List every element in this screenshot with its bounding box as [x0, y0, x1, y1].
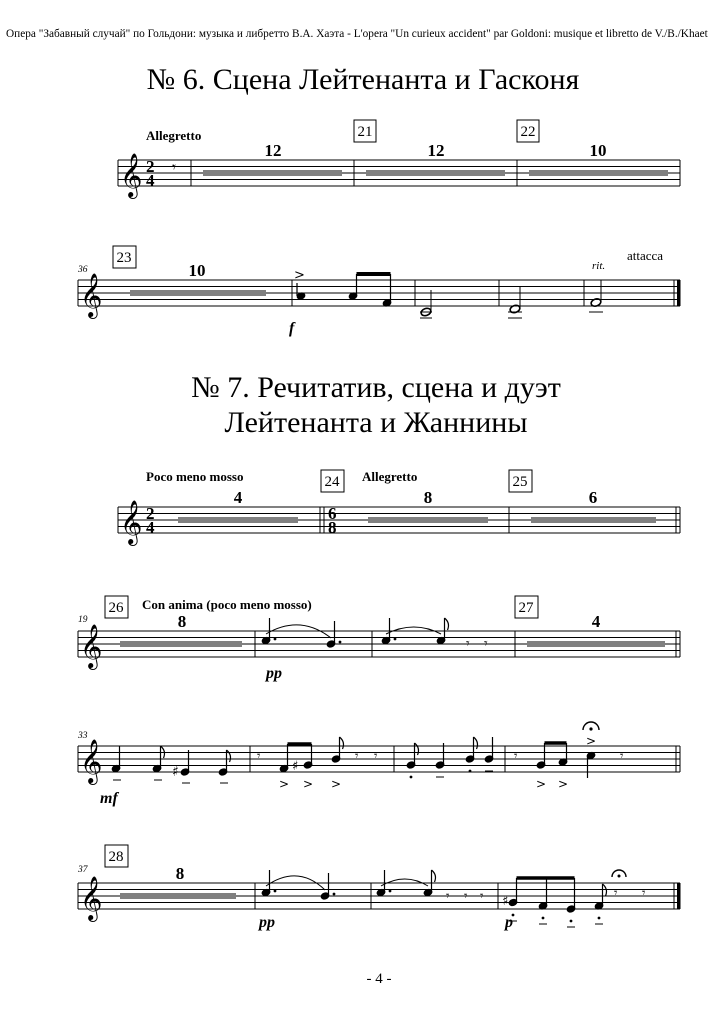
svg-text:28: 28: [108, 849, 124, 865]
svg-text:♯: ♯: [502, 894, 509, 909]
measure-number-36: 36: [78, 265, 88, 275]
notes-measure-38-40: [261, 870, 646, 927]
svg-text:>: >: [558, 777, 569, 791]
final-barline-1: [677, 280, 681, 306]
page-number: - 4 -: [366, 971, 392, 987]
notes-measure-20-21: [261, 618, 488, 652]
multirest-count: 10: [188, 261, 206, 280]
rehearsal-mark-21: [354, 120, 376, 142]
svg-text:𝄾: 𝄾: [374, 749, 378, 764]
rehearsal-mark-25: [509, 470, 532, 492]
multirest-count: 8: [175, 864, 185, 883]
svg-text:𝄾: 𝄾: [355, 749, 359, 764]
half-note-c: [420, 290, 432, 318]
svg-text:𝄾: 𝄾: [614, 886, 618, 901]
treble-clef-1: 𝄞: [120, 153, 143, 197]
notes-measure-33-36: [111, 722, 624, 791]
svg-text:♯: ♯: [292, 759, 299, 774]
svg-text:23: 23: [116, 250, 132, 266]
tempo-allegretto-1: Allegretto: [146, 128, 202, 143]
rehearsal-mark-26: [105, 596, 128, 618]
staff-system-4: [78, 631, 680, 657]
svg-text:>: >: [303, 777, 314, 791]
svg-text:26: 26: [108, 600, 124, 616]
svg-text:𝄾: 𝄾: [514, 749, 518, 764]
svg-text:25: 25: [512, 474, 528, 490]
tempo-allegretto-2: Allegretto: [362, 469, 418, 484]
svg-text:𝄾: 𝄾: [642, 886, 646, 901]
dynamic-p: p: [505, 914, 513, 931]
multirest-count: 12: [264, 141, 282, 160]
treble-clef-5: 𝄞: [80, 739, 103, 783]
svg-text:>: >: [279, 777, 290, 791]
multirest-count: 8: [423, 488, 433, 507]
dynamic-pp-2: pp: [259, 914, 275, 931]
time-sig-num-3: 6: [328, 504, 337, 523]
measure-number-37: 37: [78, 865, 88, 875]
final-barline-2: [677, 883, 681, 909]
staff-system-1: [118, 160, 680, 186]
rehearsal-mark-27: [515, 596, 538, 618]
multirest-count: 6: [588, 488, 598, 507]
svg-text:24: 24: [324, 474, 340, 490]
multirest-count: 12: [427, 141, 445, 160]
time-sig-den-3: 8: [328, 518, 337, 537]
svg-text:>: >: [331, 777, 342, 791]
section-title-7-line1: № 7. Речитатив, сцена и дуэт: [191, 371, 561, 404]
tempo-con-anima: Con anima (poco meno mosso): [142, 597, 312, 612]
dynamic-mf: mf: [100, 790, 118, 807]
multirest-count: 4: [233, 488, 243, 507]
treble-clef-2: 𝄞: [80, 273, 103, 317]
rehearsal-mark-24: [321, 470, 344, 492]
eighth-rest: 𝄾: [172, 158, 176, 176]
attacca-marking: attacca: [627, 248, 664, 263]
svg-text:21: 21: [357, 124, 373, 140]
multirest-count: 4: [591, 612, 601, 631]
svg-text:𝄾: 𝄾: [446, 889, 450, 904]
svg-text:>: >: [586, 734, 597, 748]
svg-text:22: 22: [520, 124, 536, 140]
svg-text:>: >: [294, 268, 305, 283]
time-sig-den-2: 4: [146, 518, 155, 537]
svg-text:𝄾: 𝄾: [484, 636, 488, 652]
tempo-poco-meno-mosso: Poco meno mosso: [146, 469, 244, 484]
time-sig-num-2: 2: [146, 504, 155, 523]
treble-clef-6: 𝄞: [80, 876, 103, 920]
staff-system-2: [78, 280, 680, 306]
multirest-count: 10: [589, 141, 607, 160]
treble-clef-4: 𝄞: [80, 624, 103, 668]
notes-measure-37: [294, 268, 392, 307]
treble-clef-3: 𝄞: [120, 500, 143, 544]
svg-text:𝄾: 𝄾: [620, 749, 624, 764]
rehearsal-mark-23: [113, 246, 136, 268]
rit-marking: rit.: [592, 260, 606, 272]
rehearsal-mark-22: [517, 120, 539, 142]
measure-number-33: 33: [78, 731, 88, 741]
rehearsal-mark-28: [105, 845, 128, 867]
svg-text:>: >: [536, 777, 547, 791]
staff-system-3: [118, 507, 680, 533]
page-header: Опера "Забавный случай" по Гольдони: музыка и либретто В.А. Хаэта - L'opera "Un curieux accident" par Goldoni: musique et libretto de V./B./Khaet: [6, 28, 708, 40]
svg-text:𝄾: 𝄾: [480, 889, 484, 904]
section-title-7-line2: Лейтенанта и Жаннины: [224, 406, 528, 439]
svg-text:27: 27: [518, 600, 534, 616]
half-note-f: [589, 280, 603, 312]
time-sig-num-1: 2: [146, 157, 155, 176]
multirest-count: 8: [177, 612, 187, 631]
svg-text:♯: ♯: [172, 764, 179, 780]
svg-text:𝄾: 𝄾: [466, 636, 470, 652]
svg-text:𝄾: 𝄾: [464, 889, 468, 904]
svg-text:𝄾: 𝄾: [257, 749, 261, 764]
measure-number-19: 19: [78, 615, 88, 625]
dynamic-f: f: [289, 320, 295, 337]
section-title-6: № 6. Сцена Лейтенанта и Гасконя: [146, 63, 580, 96]
dynamic-pp-1: pp: [266, 665, 282, 682]
half-note-d: [508, 286, 522, 318]
time-sig-den-1: 4: [146, 171, 155, 190]
